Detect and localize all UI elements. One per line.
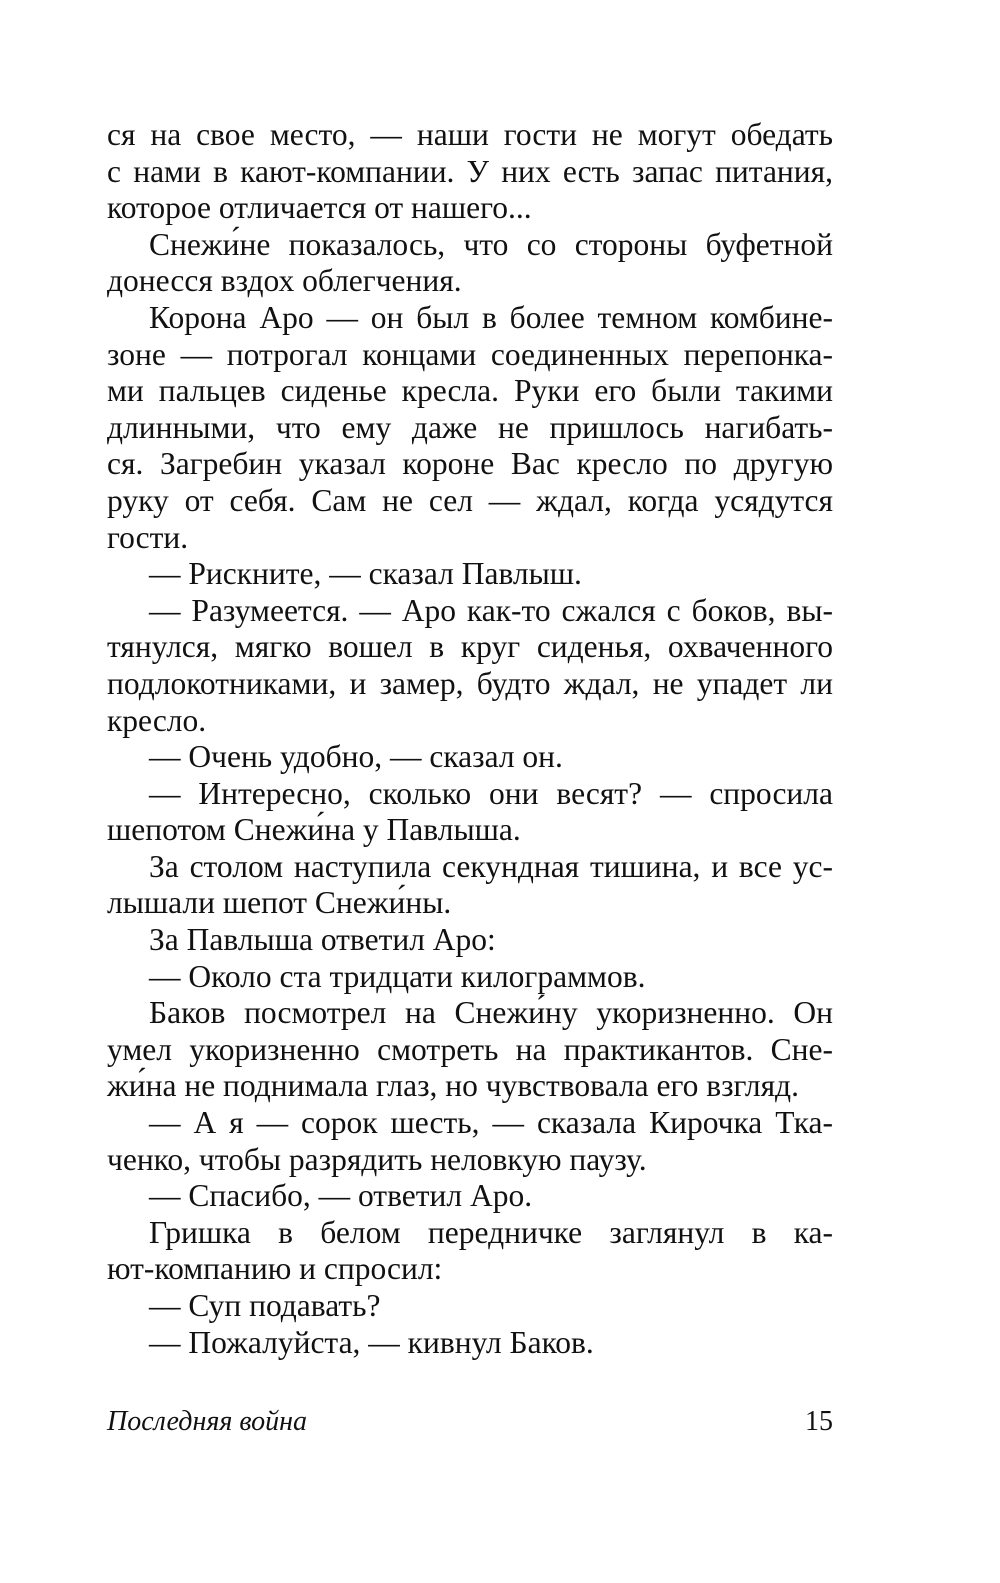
text-line: — Рискните, — сказал Павлыш.: [149, 556, 582, 592]
text-line: — Интересно, сколько они весят? — спросила: [149, 775, 833, 811]
text-line: кресло.: [107, 702, 207, 738]
text-line: жи́на не поднимала глаз, но чувствовала его взгляд.: [107, 1068, 799, 1104]
text-line: с нами в кают-компании. У них есть запас питания,: [107, 153, 833, 189]
text-line: Гришка в белом передничке заглянул в ка-: [149, 1214, 833, 1250]
text-line: ми пальцев сиденье кресла. Руки его были такими: [107, 373, 833, 409]
text-line: За столом наступила секундная тишина, и все ус-: [149, 848, 833, 884]
text-line: шепотом Снежи́на у Павлыша.: [107, 812, 521, 848]
text-line: донесся вздох облегчения.: [107, 263, 462, 299]
text-line: зоне — потрогал концами соединенных перепонка-: [107, 336, 833, 372]
text-line: За Павлыша ответил Аро:: [149, 922, 496, 958]
text-line: руку от себя. Сам не сел — ждал, когда усядутся: [107, 482, 833, 518]
text-line: Баков посмотрел на Снежи́ну укоризненно. Он: [149, 995, 833, 1031]
text-line: — Очень удобно, — сказал он.: [149, 739, 563, 775]
text-line: тянулся, мягко вошел в круг сиденья, охваченного: [107, 629, 833, 665]
text-line: ся. Загребин указал короне Вас кресло по другую: [107, 446, 833, 482]
text-line: Снежи́не показалось, что со стороны буфетной: [149, 226, 833, 262]
running-title: Последняя война: [107, 1406, 308, 1437]
text-line: ченко, чтобы разрядить неловкую паузу.: [107, 1141, 647, 1177]
text-line: — А я — сорок шесть, — сказала Кирочка Тка-: [149, 1105, 833, 1141]
text-line: гости.: [107, 519, 189, 555]
text-line: — Около ста тридцати килограммов.: [149, 958, 646, 994]
text-line: — Разумеется. — Аро как-то сжался с боков, вы-: [149, 592, 833, 628]
text-line: лышали шепот Снежи́ны.: [107, 885, 452, 921]
text-line: — Пожалуйста, — кивнул Баков.: [149, 1324, 594, 1360]
text-line: подлокотниками, и замер, будто ждал, не упадет ли: [107, 665, 833, 701]
body-text: [107, 117, 833, 1361]
page-footer: [107, 1404, 833, 1440]
page-number: 15: [805, 1406, 833, 1437]
text-line: Корона Аро — он был в более темном комбине-: [149, 299, 833, 335]
text-line: — Суп подавать?: [149, 1288, 381, 1323]
text-line: ся на свое место, — наши гости не могут обедать: [107, 117, 833, 152]
text-line: умел укоризненно смотреть на практикантов. Сне-: [107, 1031, 833, 1067]
text-line: ют-компанию и спросил:: [107, 1251, 443, 1287]
text-line: которое отличается от нашего...: [107, 190, 532, 226]
text-line: длинными, что ему даже не пришлось нагибать-: [107, 409, 833, 445]
text-line: — Спасибо, — ответил Аро.: [149, 1178, 533, 1214]
